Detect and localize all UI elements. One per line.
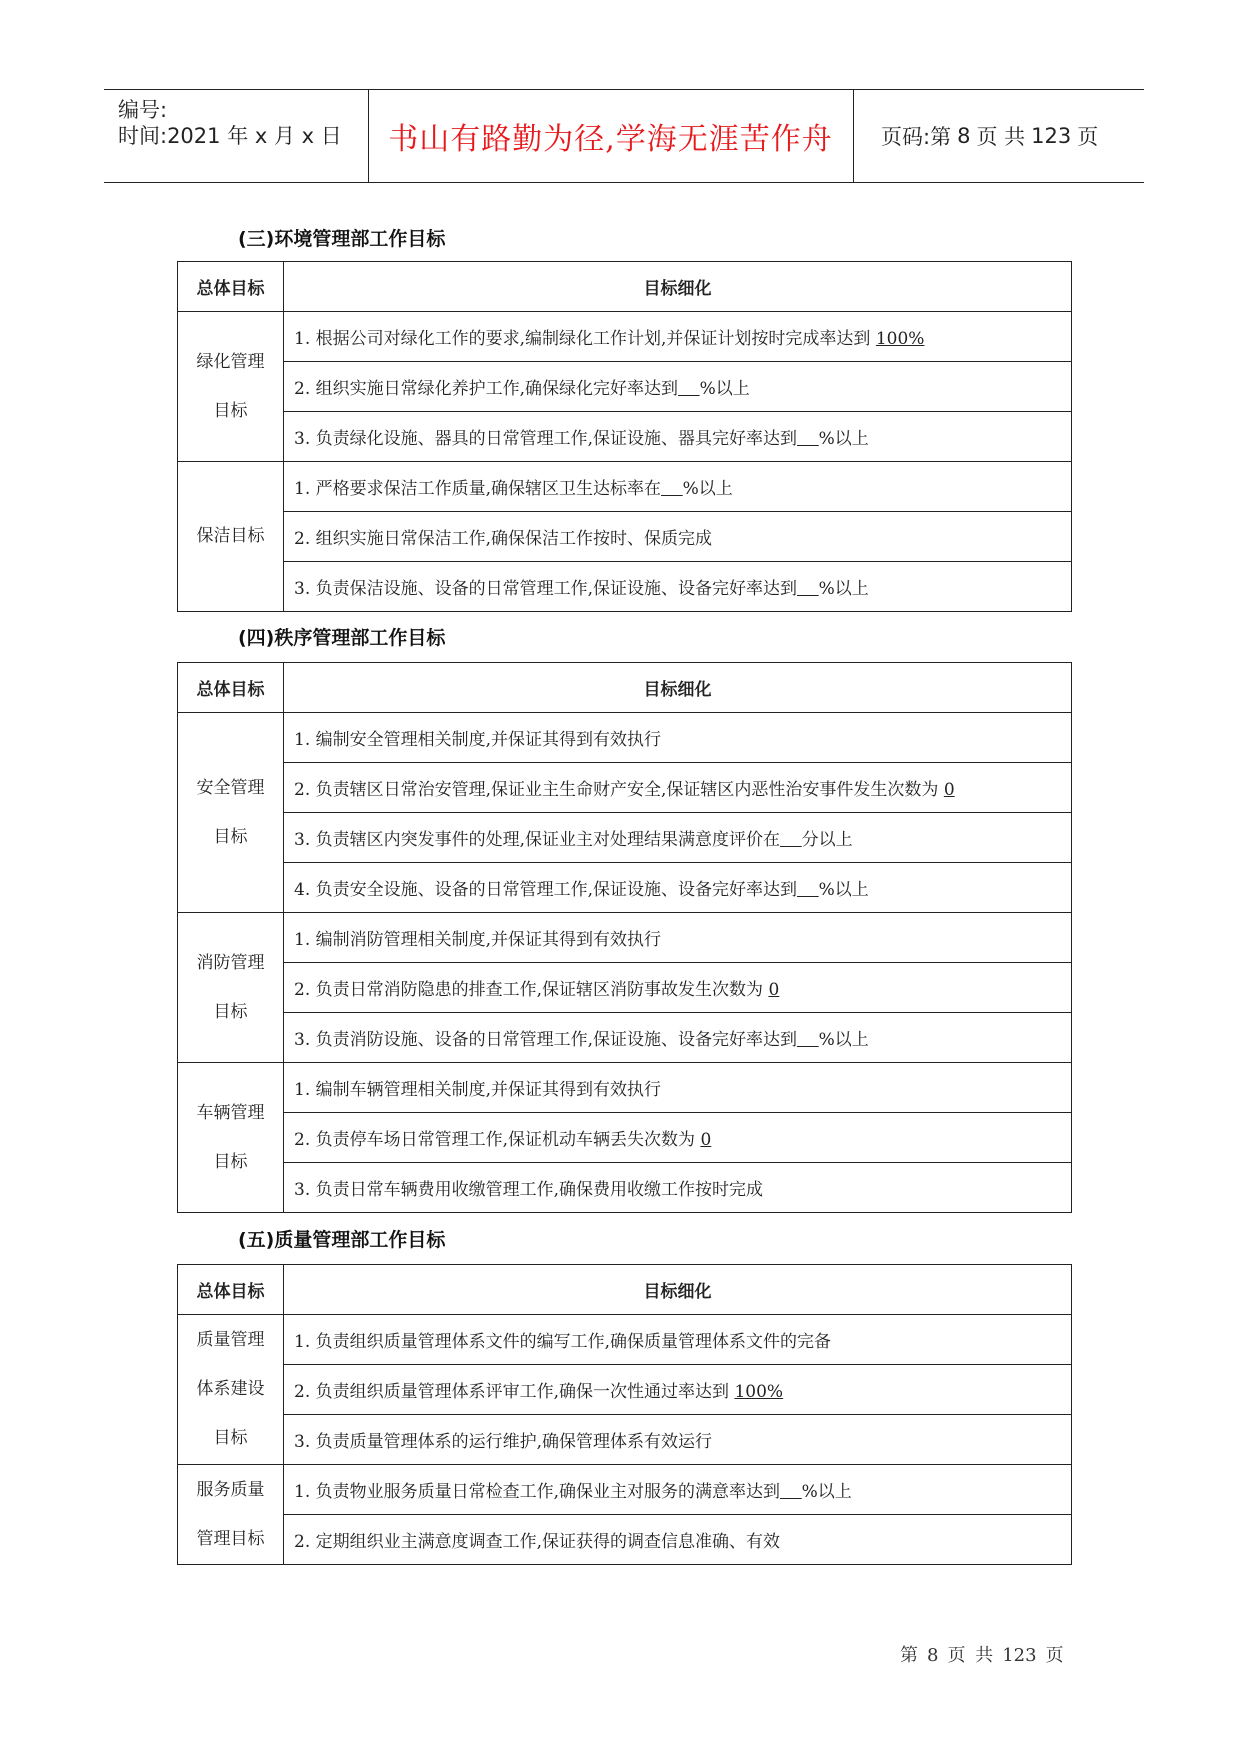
table-row	[178, 1415, 1072, 1465]
goal-item-text: 2. 负责组织质量管理体系评审工作,确保一次性通过率达到	[294, 1382, 735, 1402]
header-motto: 书山有路勤为径,学海无涯苦作舟	[388, 122, 833, 157]
page-code-mid: 页 共	[976, 125, 1026, 149]
table-row	[178, 1465, 1072, 1515]
table-row	[178, 512, 1072, 562]
goal-category-label: 目标	[213, 826, 248, 847]
goals-table	[177, 1264, 1072, 1565]
table-row	[178, 763, 1072, 813]
page-footer	[900, 1641, 1073, 1667]
table-row	[178, 1163, 1072, 1213]
goal-category-label: 消防管理	[196, 952, 265, 973]
underlined-value: 100%	[734, 1382, 784, 1402]
page-code-num: 8	[957, 124, 971, 148]
goal-item-text: 1. 根据公司对绿化工作的要求,编制绿化工作计划,并保证计划按时完成率达到	[294, 329, 876, 349]
goal-item-cell	[284, 312, 1072, 362]
goal-item-text: 3. 负责绿化设施、器具的日常管理工作,保证设施、器具完好率达到	[294, 429, 798, 449]
underlined-value: 0	[700, 1130, 712, 1150]
goal-item-cell	[284, 1063, 1072, 1113]
table-row	[178, 1365, 1072, 1415]
goal-category-cell	[178, 1315, 284, 1465]
goal-item-text: 2. 组织实施日常绿化养护工作,确保绿化完好率达到	[294, 379, 679, 399]
page-code-total: 123	[1031, 124, 1072, 148]
goal-item-text: 2. 负责日常消防隐患的排查工作,保证辖区消防事故发生次数为	[294, 980, 769, 1000]
goal-item-cell	[284, 963, 1072, 1013]
underlined-value: 100%	[875, 329, 925, 349]
table-header-row	[178, 1265, 1072, 1315]
footer-page-num: 8	[927, 1645, 939, 1666]
goal-item-text: 4. 负责安全设施、设备的日常管理工作,保证设施、设备完好率达到	[294, 880, 798, 900]
underlined-value	[797, 429, 819, 449]
table-row	[178, 1315, 1072, 1365]
goal-category-cell	[178, 713, 284, 913]
underlined-value	[780, 1482, 802, 1502]
header-divider	[853, 90, 854, 182]
goal-item-cell	[284, 1365, 1072, 1415]
goal-item-text: 3. 负责消防设施、设备的日常管理工作,保证设施、设备完好率达到	[294, 1030, 798, 1050]
goal-item-suffix: %以上	[818, 429, 869, 449]
table-row	[178, 863, 1072, 913]
header-cell-goal: 总体目标	[178, 262, 284, 312]
header-cell-detail: 目标细化	[284, 262, 1072, 312]
table-row	[178, 312, 1072, 362]
underlined-value	[797, 1030, 819, 1050]
goal-item-cell	[284, 713, 1072, 763]
goal-category-label: 安全管理	[196, 777, 265, 798]
goals-table	[177, 662, 1072, 1213]
goals-table	[177, 261, 1072, 612]
footer-suffix: 页	[1045, 1645, 1064, 1666]
goal-category-cell	[178, 312, 284, 462]
goal-category-label: 目标	[213, 400, 248, 421]
goal-item-cell	[284, 1315, 1072, 1365]
underlined-value	[797, 880, 819, 900]
goal-category-label: 车辆管理	[196, 1102, 265, 1123]
table-row	[178, 813, 1072, 863]
header-cell-detail: 目标细化	[284, 1265, 1072, 1315]
goal-item-text: 2. 负责停车场日常管理工作,保证机动车辆丢失次数为	[294, 1130, 701, 1150]
section-title: (四)秩序管理部工作目标	[238, 627, 446, 649]
table-row	[178, 913, 1072, 963]
underlined-value	[661, 479, 683, 499]
goal-item-text: 2. 组织实施日常保洁工作,确保保洁工作按时、保质完成	[294, 529, 713, 549]
goal-item-text: 1. 负责物业服务质量日常检查工作,确保业主对服务的满意率达到	[294, 1482, 781, 1502]
page-code-suffix: 页	[1077, 125, 1099, 149]
goal-item-text: 3. 负责辖区内突发事件的处理,保证业主对处理结果满意度评价在	[294, 830, 781, 850]
underlined-value: 0	[943, 780, 955, 800]
table-row	[178, 1063, 1072, 1113]
doc-meta	[118, 90, 368, 182]
goal-item-text: 3. 负责保洁设施、设备的日常管理工作,保证设施、设备完好率达到	[294, 579, 798, 599]
goal-item-cell	[284, 1113, 1072, 1163]
goal-category-label: 体系建设	[196, 1379, 265, 1399]
section-title: (三)环境管理部工作目标	[238, 228, 446, 250]
header-cell-detail: 目标细化	[284, 663, 1072, 713]
table-header-row	[178, 663, 1072, 713]
footer-mid: 页 共	[947, 1645, 994, 1666]
goal-item-cell	[284, 362, 1072, 412]
goal-item-cell	[284, 913, 1072, 963]
goal-category-cell	[178, 462, 284, 612]
header-cell-goal: 总体目标	[178, 1265, 284, 1315]
goal-item-cell	[284, 1163, 1072, 1213]
goal-item-cell	[284, 763, 1072, 813]
goal-category-label: 质量管理	[196, 1330, 265, 1350]
goal-item-suffix: %以上	[818, 1030, 869, 1050]
goal-category-cell	[178, 1465, 284, 1565]
footer-prefix: 第	[900, 1645, 918, 1666]
goal-category-cell	[178, 913, 284, 1063]
goal-item-text: 3. 负责日常车辆费用收缴管理工作,确保费用收缴工作按时完成	[294, 1180, 764, 1200]
table-row	[178, 1013, 1072, 1063]
goal-item-cell	[284, 562, 1072, 612]
goal-item-suffix: %以上	[818, 579, 869, 599]
table-row	[178, 362, 1072, 412]
footer-total: 123	[1002, 1645, 1037, 1666]
table-row	[178, 562, 1072, 612]
page-code-prefix: 页码:第	[881, 125, 952, 149]
goal-item-text: 1. 负责组织质量管理体系文件的编写工作,确保质量管理体系文件的完备	[294, 1332, 832, 1352]
doc-number-label: 编号:	[118, 98, 168, 122]
goal-item-suffix: %以上	[699, 379, 750, 399]
table-row	[178, 412, 1072, 462]
header-cell-goal: 总体目标	[178, 663, 284, 713]
goal-item-suffix: %以上	[682, 479, 733, 499]
goal-item-text: 1. 编制车辆管理相关制度,并保证其得到有效执行	[294, 1080, 662, 1100]
goal-item-cell	[284, 863, 1072, 913]
table-row	[178, 1113, 1072, 1163]
goal-item-cell	[284, 813, 1072, 863]
header-page-code	[872, 90, 1101, 182]
goal-item-cell	[284, 1013, 1072, 1063]
goal-item-cell	[284, 1515, 1072, 1565]
goal-category-label: 绿化管理	[196, 351, 265, 372]
goal-item-cell	[284, 512, 1072, 562]
goal-item-cell	[284, 462, 1072, 512]
goal-item-suffix: %以上	[818, 880, 869, 900]
underlined-value	[797, 579, 819, 599]
goal-item-suffix: %以上	[801, 1482, 852, 1502]
goal-item-cell	[284, 1465, 1072, 1515]
table-row	[178, 462, 1072, 512]
goal-category-label: 目标	[213, 1151, 248, 1172]
table-row	[178, 1515, 1072, 1565]
goal-category-label: 管理目标	[196, 1528, 265, 1549]
goal-item-text: 2. 负责辖区日常治安管理,保证业主生命财产安全,保证辖区内恶性治安事件发生次数为	[294, 780, 944, 800]
goal-category-label: 保洁目标	[196, 526, 265, 546]
underlined-value	[678, 379, 700, 399]
doc-time-label: 时间:2021 年 x 月 x 日	[118, 124, 342, 148]
goal-item-text: 1. 严格要求保洁工作质量,确保辖区卫生达标率在	[294, 479, 662, 499]
table-row	[178, 963, 1072, 1013]
underlined-value	[780, 830, 802, 850]
goal-category-label: 目标	[213, 1001, 248, 1022]
goal-category-label: 目标	[213, 1428, 248, 1448]
table-header-row	[178, 262, 1072, 312]
goal-item-text: 1. 编制消防管理相关制度,并保证其得到有效执行	[294, 930, 662, 950]
underlined-value: 0	[768, 980, 780, 1000]
goal-category-label: 服务质量	[196, 1479, 265, 1500]
goal-item-text: 1. 编制安全管理相关制度,并保证其得到有效执行	[294, 730, 662, 750]
goal-item-suffix: 分以上	[801, 830, 853, 850]
goal-item-text: 3. 负责质量管理体系的运行维护,确保管理体系有效运行	[294, 1432, 713, 1452]
goal-item-cell	[284, 1415, 1072, 1465]
document-header	[104, 89, 1144, 183]
goal-category-cell	[178, 1063, 284, 1213]
goal-item-cell	[284, 412, 1072, 462]
goal-item-text: 2. 定期组织业主满意度调查工作,保证获得的调查信息准确、有效	[294, 1532, 781, 1552]
section-title: (五)质量管理部工作目标	[238, 1229, 446, 1251]
table-row	[178, 713, 1072, 763]
